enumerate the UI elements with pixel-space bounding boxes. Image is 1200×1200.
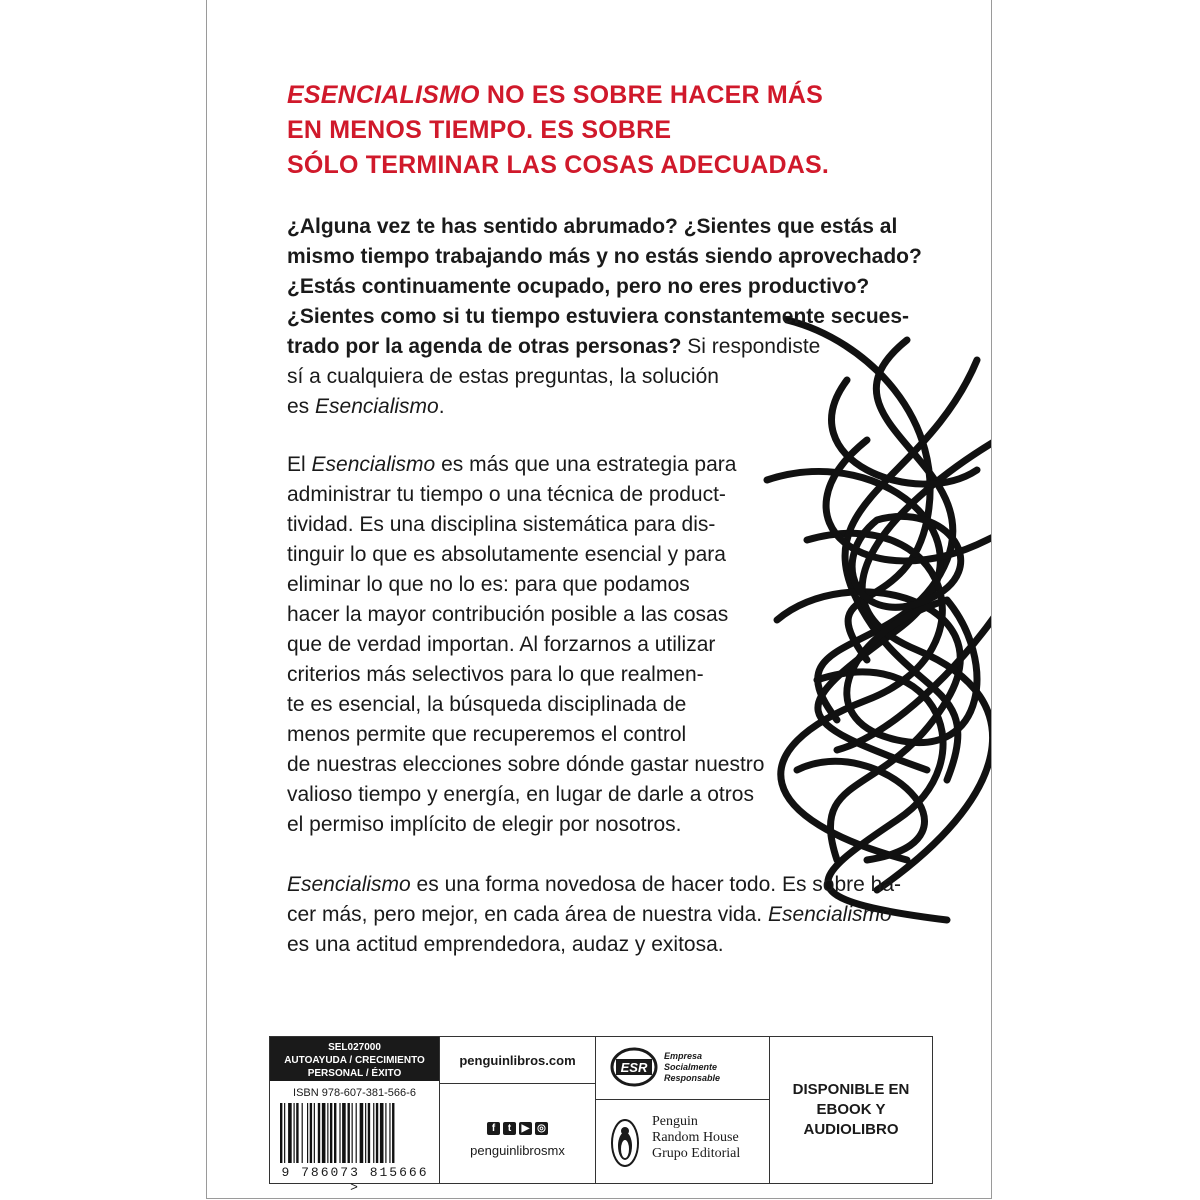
headline-title-italic: ESENCIALISMO bbox=[287, 81, 480, 109]
barcode-bar bbox=[348, 1103, 350, 1163]
intro-line-2: mismo tiempo trabajando más y no estás siendo aprovechado? bbox=[287, 245, 922, 268]
barcode-bar bbox=[392, 1103, 394, 1163]
barcode-bar bbox=[342, 1103, 346, 1163]
barcode-bar bbox=[294, 1103, 295, 1163]
barcode-bar bbox=[307, 1103, 308, 1163]
barcode-bar bbox=[318, 1103, 320, 1163]
barcode-bar bbox=[380, 1103, 384, 1163]
closing-line-1 bbox=[287, 870, 927, 900]
youtube-icon[interactable]: ▶ bbox=[519, 1122, 532, 1135]
publisher-info-strip bbox=[269, 1036, 933, 1195]
description-line: administrar tu tiempo o una técnica de product- bbox=[287, 483, 726, 506]
headline-line-2: EN MENOS TIEMPO. ES SOBRE bbox=[287, 116, 672, 144]
description-line: menos permite que recuperemos el control bbox=[287, 723, 687, 746]
barcode-bar bbox=[280, 1103, 282, 1163]
instagram-icon[interactable]: ◎ bbox=[535, 1122, 548, 1135]
esr-logo-text: ESR bbox=[620, 1060, 648, 1075]
barcode bbox=[276, 1103, 434, 1163]
closing-line-1-rest: es una forma novedosa de hacer todo. Es sobre ha- bbox=[410, 873, 902, 896]
barcode-bar bbox=[284, 1103, 285, 1163]
description-line: hacer la mayor contribución posible a las cosas bbox=[287, 603, 729, 626]
barcode-bar bbox=[302, 1103, 303, 1163]
intro-line-7-start: es bbox=[287, 395, 316, 418]
barcode-bar bbox=[339, 1103, 340, 1163]
closing-line-2-start: cer más, pero mejor, en cada área de nuestra vida. bbox=[287, 903, 768, 926]
esr-logo-icon bbox=[610, 1047, 658, 1087]
intro-line-5 bbox=[287, 332, 927, 362]
description-line: tividad. Es una disciplina sistemática para dis- bbox=[287, 513, 716, 536]
description-line: el permiso implícito de elegir por nosotros. bbox=[287, 813, 682, 836]
description-line: valioso tiempo y energía, en lugar de darle a otros bbox=[287, 783, 754, 806]
barcode-bar bbox=[360, 1103, 364, 1163]
category-line-3: PERSONAL / ÉXITO bbox=[307, 1068, 402, 1079]
barcode-bar bbox=[368, 1103, 370, 1163]
availability-line-1: DISPONIBLE EN bbox=[792, 1081, 910, 1098]
intro-line-7 bbox=[287, 392, 927, 422]
penguin-logo-icon bbox=[610, 1118, 640, 1168]
headline bbox=[287, 78, 847, 183]
description-line: de nuestras elecciones sobre dónde gastar nuestro bbox=[287, 753, 765, 776]
intro-line-1: ¿Alguna vez te has sentido abrumado? ¿Sientes que estás al bbox=[287, 215, 898, 238]
description-line: criterios más selectivos para lo que realmen- bbox=[287, 663, 704, 686]
description-paragraph bbox=[287, 450, 927, 840]
closing-line-2 bbox=[287, 900, 927, 930]
barcode-bar bbox=[310, 1103, 312, 1163]
category-box bbox=[270, 1037, 439, 1081]
barcode-bar bbox=[330, 1103, 332, 1163]
headline-line-1-rest: NO ES SOBRE HACER MÁS bbox=[479, 81, 824, 109]
esr-caption bbox=[664, 1051, 720, 1084]
barcode-bar bbox=[334, 1103, 336, 1163]
barcode-bar bbox=[288, 1103, 292, 1163]
esr-line-3: Responsable bbox=[664, 1073, 721, 1083]
website-link[interactable]: penguinlibros.com bbox=[440, 1037, 595, 1084]
publisher-cell bbox=[596, 1037, 770, 1183]
facebook-icon[interactable]: f bbox=[487, 1122, 500, 1135]
publisher-line-2: Random House bbox=[652, 1130, 739, 1145]
barcode-bar bbox=[356, 1103, 357, 1163]
intro-line-4: ¿Sientes como si tu tiempo estuviera constantemente secues- bbox=[287, 305, 910, 328]
intro-paragraph bbox=[287, 212, 927, 422]
isbn-text: ISBN 978-607-381-566-6 bbox=[293, 1087, 416, 1099]
intro-line-5-rest: Si respondiste bbox=[681, 335, 821, 358]
description-line-1 bbox=[287, 450, 927, 480]
headline-line-3: SÓLO TERMINAR LAS COSAS ADECUADAS. bbox=[287, 151, 830, 179]
barcode-bar bbox=[352, 1103, 353, 1163]
isbn-cell bbox=[270, 1037, 440, 1195]
barcode-bar bbox=[385, 1103, 386, 1163]
social-icons bbox=[440, 1122, 595, 1135]
closing-paragraph bbox=[287, 870, 927, 960]
availability-line-2: EBOOK Y AUDIOLIBRO bbox=[803, 1101, 899, 1138]
intro-line-7-end: . bbox=[438, 395, 445, 418]
intro-line-5-bold: trado por la agenda de otras personas? bbox=[287, 335, 682, 358]
intro-line-3: ¿Estás continuamente ocupado, pero no eres productivo? bbox=[287, 275, 870, 298]
barcode-bar bbox=[376, 1103, 378, 1163]
esr-line-1: Empresa bbox=[664, 1051, 703, 1061]
barcode-bar bbox=[322, 1103, 326, 1163]
category-code: SEL027000 bbox=[328, 1042, 381, 1053]
availability-note bbox=[770, 1037, 932, 1183]
book-back-cover bbox=[206, 0, 992, 1199]
intro-line-7-italic: Esencialismo bbox=[315, 395, 439, 418]
barcode-bar bbox=[365, 1103, 366, 1163]
web-cell bbox=[440, 1037, 596, 1183]
barcode-bar bbox=[314, 1103, 315, 1163]
publisher-block bbox=[596, 1100, 769, 1184]
description-line-1-start: El bbox=[287, 453, 312, 476]
description-line: tinguir lo que es absolutamente esencial y para bbox=[287, 543, 726, 566]
description-line-1-italic: Esencialismo bbox=[311, 453, 436, 476]
barcode-bar bbox=[327, 1103, 328, 1163]
closing-line-3: es una actitud emprendedora, audaz y exitosa. bbox=[287, 933, 724, 956]
barcode-bar bbox=[296, 1103, 298, 1163]
barcode-number: 9 786073 815666 > bbox=[281, 1165, 429, 1195]
description-line: que de verdad importan. Al forzarnos a utilizar bbox=[287, 633, 716, 656]
social-handle[interactable]: penguinlibrosmx bbox=[470, 1143, 565, 1158]
esr-block bbox=[596, 1037, 769, 1100]
description-line-1-rest: es más que una estrategia para bbox=[435, 453, 737, 476]
closing-line-1-italic: Esencialismo bbox=[287, 873, 411, 896]
headline-line-1 bbox=[287, 78, 847, 113]
description-line: eliminar lo que no lo es: para que podamos bbox=[287, 573, 690, 596]
intro-line-6: sí a cualquiera de estas preguntas, la solución bbox=[287, 365, 719, 388]
barcode-bar bbox=[373, 1103, 374, 1163]
publisher-line-1: Penguin bbox=[652, 1114, 698, 1129]
publisher-name bbox=[652, 1114, 740, 1162]
availability-cell bbox=[770, 1037, 932, 1183]
closing-line-2-italic: Esencialismo bbox=[767, 903, 892, 926]
twitter-icon[interactable]: t bbox=[503, 1122, 516, 1135]
category-line-2: AUTOAYUDA / CRECIMIENTO bbox=[284, 1055, 425, 1066]
barcode-bar bbox=[389, 1103, 390, 1163]
esr-line-2: Socialmente bbox=[664, 1062, 718, 1072]
description-line: te es esencial, la búsqueda disciplinada de bbox=[287, 693, 687, 716]
publisher-line-3: Grupo Editorial bbox=[652, 1146, 741, 1161]
